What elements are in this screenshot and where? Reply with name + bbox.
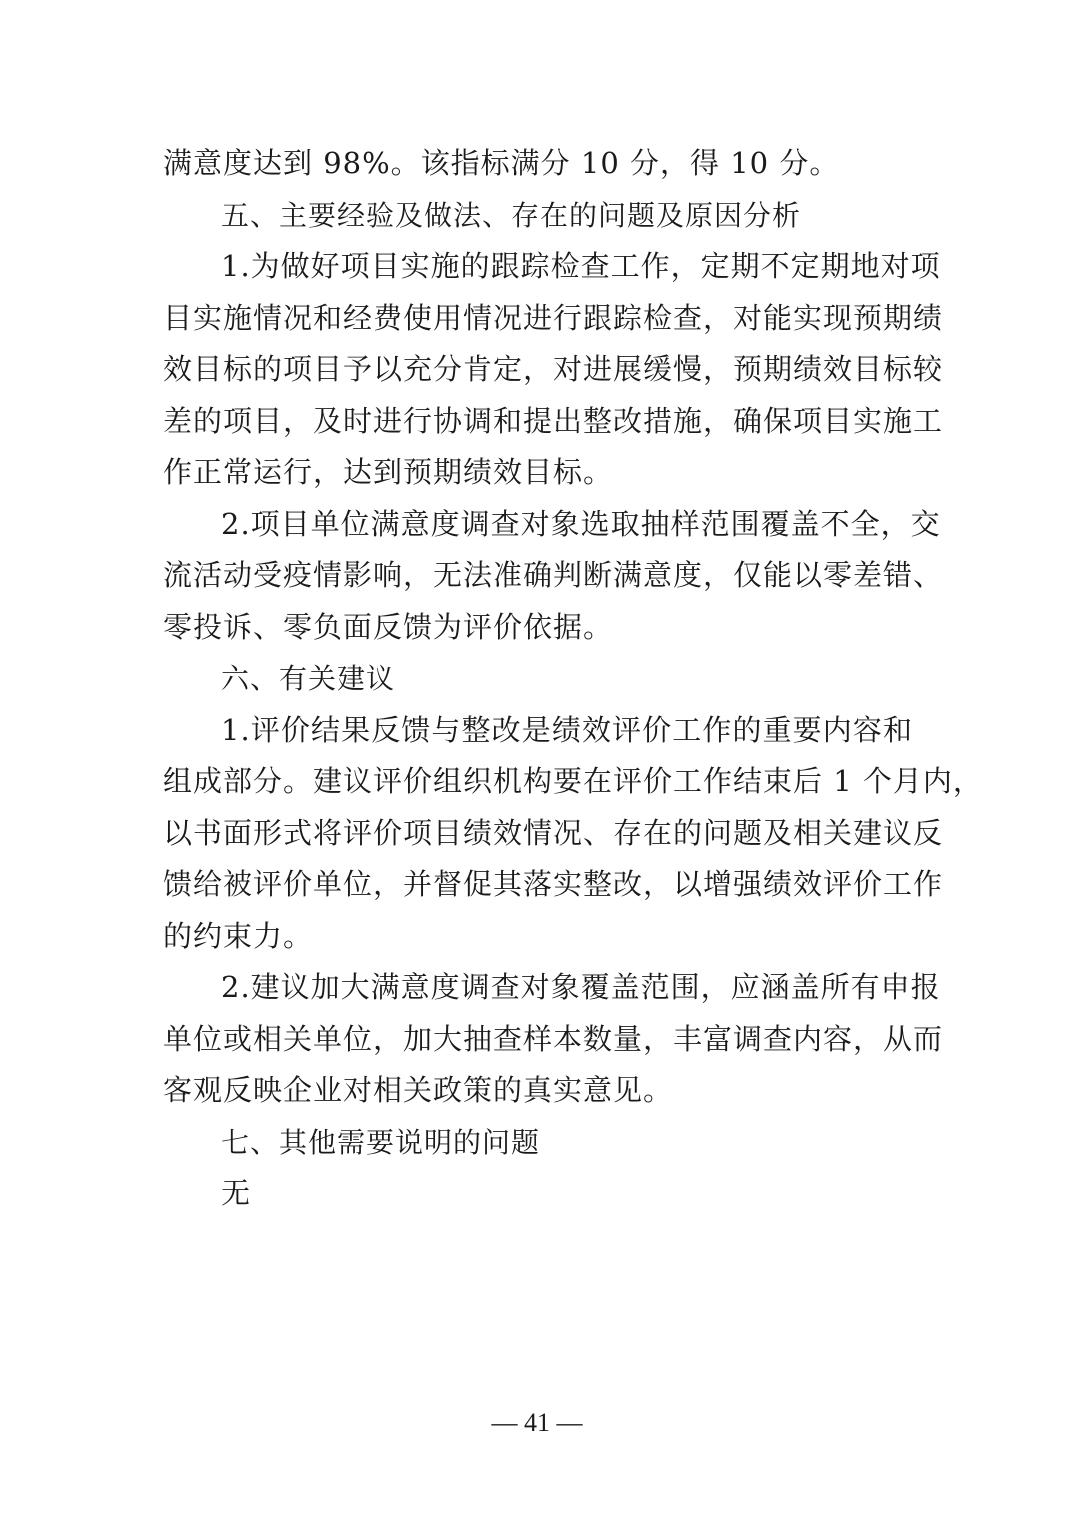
paragraph-line: 的约束力。 [163, 918, 314, 953]
paragraph-line: 目实施情况和经费使用情况进行跟踪检查，对能实现预期绩 [163, 300, 944, 335]
paragraph-5-1 [163, 241, 944, 499]
paragraph-line: 差的项目，及时进行协调和提出整改措施，确保项目实施工 [163, 403, 944, 438]
paragraph-line: 2.建议加大满意度调查对象覆盖范围，应涵盖所有申报 [221, 970, 941, 1004]
paragraph-line: 零投诉、零负面反馈为评价依据。 [163, 609, 614, 644]
paragraph-line: 效目标的项目予以充分肯定，对进展缓慢，预期绩效目标较 [163, 352, 944, 386]
section-heading-7: 七、其他需要说明的问题 [221, 1125, 541, 1159]
section-heading-5: 五、主要经验及做法、存在的问题及原因分析 [221, 198, 802, 232]
paragraph-line: 组成部分。建议评价组织机构要在评价工作结束后 1 个月内， [163, 764, 983, 798]
paragraph-line: 单位或相关单位，加大抽查样本数量，丰富调查内容，从而 [163, 1021, 944, 1056]
paragraph-line: 1.评价结果反馈与整改是绩效评价工作的重要内容和 [221, 712, 913, 747]
paragraph-line: 作正常运行，达到预期绩效目标。 [163, 455, 614, 489]
paragraph-line: 2.项目单位满意度调查对象选取抽样范围覆盖不全，交 [221, 506, 941, 541]
paragraph-7: 无 [221, 1176, 252, 1210]
paragraph-line: 1.为做好项目实施的跟踪检查工作，定期不定期地对项 [221, 249, 941, 283]
paragraph-6-2 [163, 962, 944, 1117]
paragraph-6-1 [163, 705, 983, 963]
paragraph-line: 流活动受疫情影响，无法准确判断满意度，仅能以零差错、 [163, 558, 944, 592]
paragraph-line: 馈给被评价单位，并督促其落实整改，以增强绩效评价工作 [163, 867, 944, 901]
paragraph-line: 客观反映企业对相关政策的真实意见。 [163, 1073, 674, 1107]
section-heading-6: 六、有关建议 [221, 662, 396, 695]
paragraph-line: 以书面形式将评价项目绩效情况、存在的问题及相关建议反 [163, 815, 944, 850]
page-number: — 41 — [491, 1408, 583, 1437]
paragraph-5-2 [163, 499, 944, 654]
document-page [163, 138, 983, 1220]
paragraph-line: 满意度达到 98%。该指标满分 10 分，得 10 分。 [163, 146, 840, 180]
